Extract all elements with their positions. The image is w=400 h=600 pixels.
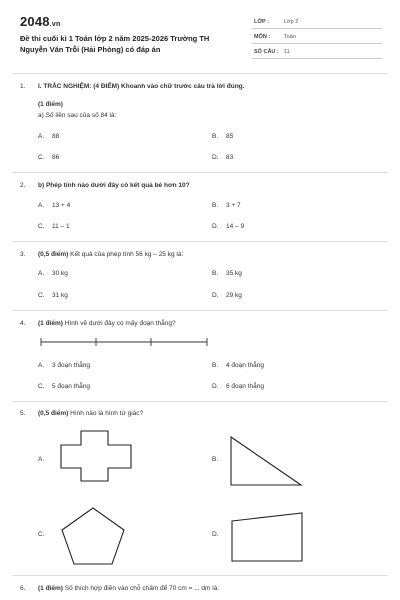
option-letter: C. (38, 531, 45, 538)
question-points: (0,5 điểm) (38, 410, 69, 417)
option-a[interactable] (38, 456, 52, 463)
meta-count (252, 46, 382, 59)
question-body: Hình vẽ dưới đây có mấy đoạn thẳng? (62, 320, 176, 327)
question-text (38, 320, 176, 327)
option-letter: B. (212, 456, 219, 463)
question-number: 3. (20, 251, 26, 258)
option-letter: B. (212, 133, 219, 140)
option-letter: A. (38, 270, 45, 277)
meta-value: Lớp 2 (284, 19, 299, 25)
logo-suffix: .vn (49, 21, 61, 28)
option-text: 6 đoạn thẳng (226, 383, 264, 390)
meta-class (252, 16, 382, 29)
option-a[interactable] (38, 362, 90, 369)
option-letter: D. (212, 154, 219, 161)
option-text: 3 + 7 (226, 202, 241, 209)
option-letter: D. (212, 292, 219, 299)
meta-label: MÔN : (254, 34, 271, 40)
option-c[interactable] (38, 154, 59, 161)
question-number: 1. (20, 83, 26, 90)
meta-label: SỐ CÂU : (254, 49, 279, 55)
document-title: Đề thi cuối kì 1 Toán lớp 2 năm 2025-2026 Trường TH Nguyễn Văn Trỗi (Hải Phòng) có đáp án (20, 34, 210, 54)
logo-main: 2048 (20, 14, 50, 29)
line-segment-figure (38, 336, 210, 348)
option-text: 5 đoạn thẳng (52, 383, 90, 390)
question-text (38, 585, 219, 592)
option-d[interactable] (212, 531, 226, 538)
question-number: 5. (20, 410, 26, 417)
option-text: 35 kg (226, 270, 242, 277)
question-number: 4. (20, 320, 26, 327)
option-text: 88 (52, 133, 60, 140)
question-body: Số thích hợp điền vào chỗ chấm để 70 cm = ... dm là: (62, 585, 220, 592)
option-letter: C. (38, 154, 45, 161)
option-d[interactable] (212, 154, 233, 161)
page-header (0, 0, 400, 70)
option-text: 13 + 4 (52, 202, 71, 209)
divider (12, 575, 388, 576)
option-text: 86 (52, 154, 60, 161)
option-b[interactable] (212, 362, 264, 369)
option-d[interactable] (212, 383, 264, 390)
divider (12, 241, 388, 242)
option-letter: A. (38, 133, 45, 140)
question-points: (1 điểm) (38, 320, 63, 327)
question-points: (1 điểm) (38, 585, 63, 592)
question-text (38, 182, 190, 189)
option-text: 4 đoạn thẳng (226, 362, 264, 369)
right-triangle-shape[interactable] (230, 436, 302, 486)
question-text-inner: b) Phép tính nào dưới đây có kết quả bé hơn 10? (38, 182, 190, 189)
question-body: Hình nào là hình tứ giác? (68, 410, 144, 417)
option-a[interactable] (38, 202, 70, 209)
option-d[interactable] (212, 223, 244, 230)
option-letter: C. (38, 383, 45, 390)
option-text: 83 (226, 154, 234, 161)
option-letter: D. (212, 223, 219, 230)
meta-value: Toán (284, 34, 296, 40)
meta-value: 11 (284, 49, 290, 55)
question-points: (1 điểm) (38, 101, 63, 108)
option-text: 85 (226, 133, 234, 140)
option-b[interactable] (212, 133, 233, 140)
option-c[interactable] (38, 531, 52, 538)
option-text: 3 đoạn thẳng (52, 362, 90, 369)
divider (12, 73, 388, 74)
option-letter: B. (212, 270, 219, 277)
option-b[interactable] (212, 456, 226, 463)
trapezoid-shape[interactable] (231, 512, 303, 562)
option-d[interactable] (212, 292, 242, 299)
option-c[interactable] (38, 292, 68, 299)
question-text (38, 410, 143, 417)
meta-label: LỚP : (254, 19, 269, 25)
divider (12, 172, 388, 173)
option-c[interactable] (38, 383, 90, 390)
option-letter: A. (38, 202, 45, 209)
cross-shape[interactable] (60, 430, 132, 482)
question-text (38, 251, 183, 258)
option-text: 14 – 9 (226, 223, 245, 230)
option-letter: D. (212, 383, 219, 390)
option-letter: A. (38, 456, 45, 463)
option-letter: C. (38, 223, 45, 230)
option-c[interactable] (38, 223, 70, 230)
site-logo[interactable] (20, 14, 60, 29)
question-number: 6. (20, 585, 26, 592)
option-letter: C. (38, 292, 45, 299)
question-number: 2. (20, 182, 26, 189)
option-text: 30 kg (52, 270, 68, 277)
question-text: I. TRẮC NGHIỆM: (4 ĐIỂM) Khoanh vào chữ trước câu trả lời đúng. (38, 83, 245, 90)
meta-subject (252, 31, 382, 44)
option-a[interactable] (38, 270, 68, 277)
option-letter: B. (212, 362, 219, 369)
option-a[interactable] (38, 133, 59, 140)
option-letter: A. (38, 362, 45, 369)
option-letter: B. (212, 202, 219, 209)
divider (12, 401, 388, 402)
divider (12, 310, 388, 311)
option-text: 31 kg (52, 292, 68, 299)
option-text: 11 – 1 (52, 223, 70, 230)
pentagon-shape[interactable] (61, 507, 125, 565)
option-letter: D. (212, 531, 219, 538)
question-body: Kết quả của phép tính 56 kg – 25 kg là: (68, 251, 184, 258)
option-text: 29 kg (226, 292, 242, 299)
question-subtext: a) Số liền sau của số 84 là: (38, 112, 117, 119)
option-b[interactable] (212, 270, 242, 277)
question-points: (0,5 điểm) (38, 251, 69, 258)
option-b[interactable] (212, 202, 241, 209)
